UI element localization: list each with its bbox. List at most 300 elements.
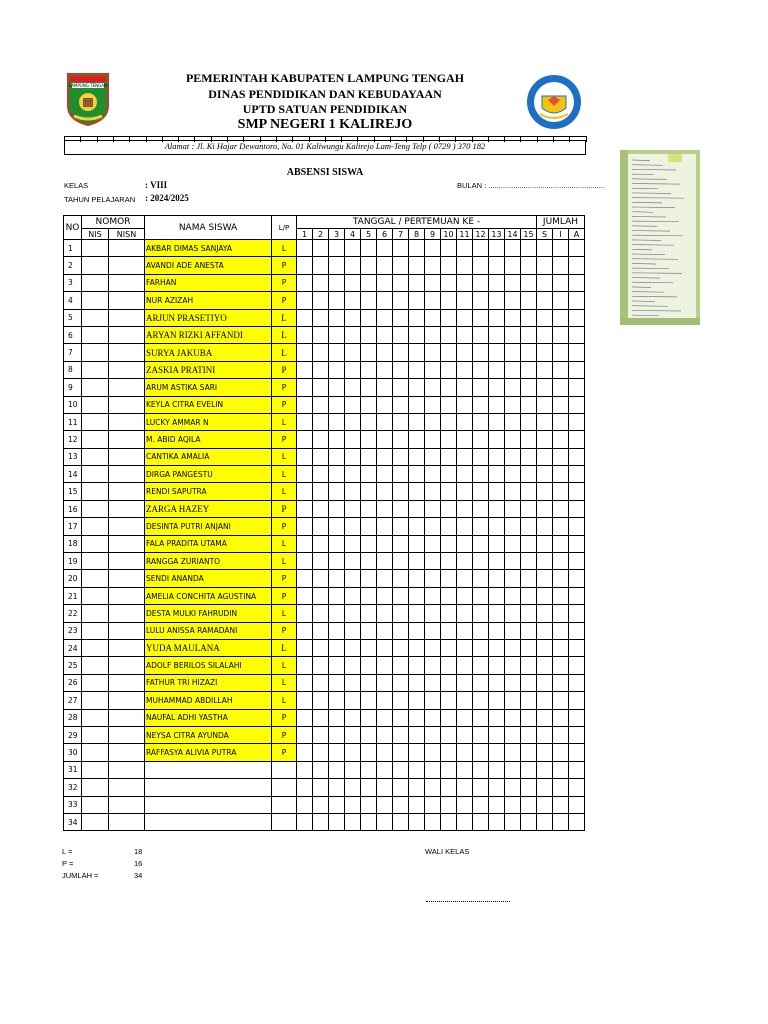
attendance-cell: [457, 448, 473, 465]
attendance-cell: [345, 466, 361, 483]
table-row: [64, 500, 585, 517]
attendance-cell: [553, 274, 569, 291]
attendance-cell: [329, 274, 345, 291]
attendance-cell: [377, 466, 393, 483]
student-name: ZASKIA PRATINI: [145, 361, 272, 378]
attendance-cell: [329, 361, 345, 378]
attendance-cell: [313, 448, 329, 465]
attendance-cell: [441, 605, 457, 622]
gender-cell: L: [272, 326, 297, 343]
nisn-cell: [109, 326, 145, 343]
attendance-cell: [521, 639, 537, 656]
gender-cell: L: [272, 657, 297, 674]
attendance-cell: [393, 587, 409, 604]
nis-cell: [82, 518, 109, 535]
attendance-cell: [409, 466, 425, 483]
attendance-cell: [409, 605, 425, 622]
attendance-cell: [505, 292, 521, 309]
attendance-cell: [361, 744, 377, 761]
attendance-cell: [393, 709, 409, 726]
attendance-cell: [521, 726, 537, 743]
student-name: FALA PRADITA UTAMA: [145, 535, 272, 552]
day-header: 13: [489, 229, 505, 240]
table-row: [64, 709, 585, 726]
attendance-cell: [521, 500, 537, 517]
attendance-cell: [441, 379, 457, 396]
attendance-cell: [489, 709, 505, 726]
attendance-cell: [489, 379, 505, 396]
attendance-cell: [473, 761, 489, 778]
nisn-cell: [109, 779, 145, 796]
attendance-cell: [457, 413, 473, 430]
row-number: 33: [64, 796, 82, 813]
attendance-cell: [473, 605, 489, 622]
attendance-cell: [441, 553, 457, 570]
attendance-cell: [473, 240, 489, 257]
attendance-cell: [569, 274, 585, 291]
attendance-cell: [393, 639, 409, 656]
attendance-cell: [393, 257, 409, 274]
attendance-cell: [505, 744, 521, 761]
jumlah-header: I: [553, 229, 569, 240]
kelas-value: : VIII: [145, 180, 168, 190]
attendance-cell: [425, 396, 441, 413]
attendance-cell: [441, 570, 457, 587]
attendance-cell: [473, 448, 489, 465]
student-name: RENDI SAPUTRA: [145, 483, 272, 500]
day-header: 10: [441, 229, 457, 240]
attendance-cell: [457, 483, 473, 500]
attendance-cell: [425, 413, 441, 430]
col-header-no: NO: [64, 216, 82, 240]
student-name: DESINTA PUTRI ANJANI: [145, 518, 272, 535]
attendance-cell: [409, 726, 425, 743]
nisn-cell: [109, 709, 145, 726]
attendance-cell: [313, 274, 329, 291]
attendance-cell: [553, 744, 569, 761]
attendance-cell: [457, 396, 473, 413]
gender-cell: P: [272, 709, 297, 726]
row-number: 18: [64, 535, 82, 552]
attendance-cell: [441, 779, 457, 796]
attendance-cell: [441, 431, 457, 448]
attendance-cell: [345, 674, 361, 691]
attendance-cell: [553, 657, 569, 674]
table-row: [64, 292, 585, 309]
attendance-cell: [409, 413, 425, 430]
attendance-cell: [473, 344, 489, 361]
attendance-cell: [505, 535, 521, 552]
attendance-cell: [521, 674, 537, 691]
attendance-cell: [329, 796, 345, 813]
attendance-cell: [425, 587, 441, 604]
attendance-cell: [521, 622, 537, 639]
attendance-cell: [345, 309, 361, 326]
attendance-cell: [329, 639, 345, 656]
student-name: LULU ANISSA RAMADANI: [145, 622, 272, 639]
attendance-cell: [297, 257, 313, 274]
attendance-cell: [313, 344, 329, 361]
attendance-cell: [297, 413, 313, 430]
day-header: 6: [377, 229, 393, 240]
attendance-cell: [377, 535, 393, 552]
attendance-cell: [537, 639, 553, 656]
student-name: AMELIA CONCHITA AGUSTINA: [145, 587, 272, 604]
attendance-cell: [329, 744, 345, 761]
attendance-cell: [457, 535, 473, 552]
attendance-cell: [505, 257, 521, 274]
nis-cell: [82, 413, 109, 430]
attendance-cell: [345, 622, 361, 639]
summary-jumlah-value: 34: [134, 871, 143, 880]
attendance-cell: [313, 240, 329, 257]
attendance-cell: [521, 379, 537, 396]
attendance-cell: [409, 692, 425, 709]
attendance-cell: [297, 518, 313, 535]
attendance-cell: [473, 518, 489, 535]
attendance-cell: [457, 361, 473, 378]
row-number: 25: [64, 657, 82, 674]
gender-cell: L: [272, 605, 297, 622]
attendance-cell: [409, 274, 425, 291]
table-row: [64, 813, 585, 830]
attendance-cell: [569, 761, 585, 778]
attendance-cell: [377, 361, 393, 378]
attendance-cell: [553, 535, 569, 552]
attendance-cell: [313, 396, 329, 413]
attendance-cell: [489, 292, 505, 309]
nisn-cell: [109, 448, 145, 465]
attendance-cell: [361, 692, 377, 709]
attendance-cell: [297, 274, 313, 291]
attendance-cell: [409, 553, 425, 570]
attendance-cell: [489, 257, 505, 274]
attendance-cell: [313, 553, 329, 570]
attendance-cell: [409, 796, 425, 813]
nisn-cell: [109, 553, 145, 570]
attendance-cell: [537, 779, 553, 796]
attendance-cell: [329, 674, 345, 691]
summary-p-value: 16: [134, 859, 143, 868]
attendance-cell: [537, 657, 553, 674]
day-header: 5: [361, 229, 377, 240]
table-row: [64, 518, 585, 535]
nis-cell: [82, 240, 109, 257]
gender-cell: P: [272, 257, 297, 274]
attendance-cell: [329, 779, 345, 796]
attendance-cell: [313, 570, 329, 587]
attendance-cell: [393, 344, 409, 361]
row-number: 13: [64, 448, 82, 465]
attendance-cell: [361, 779, 377, 796]
attendance-cell: [313, 726, 329, 743]
attendance-cell: [537, 240, 553, 257]
table-row: [64, 796, 585, 813]
attendance-cell: [521, 761, 537, 778]
attendance-cell: [521, 448, 537, 465]
gender-cell: P: [272, 587, 297, 604]
gender-cell: P: [272, 570, 297, 587]
attendance-cell: [393, 796, 409, 813]
attendance-cell: [457, 379, 473, 396]
attendance-cell: [345, 500, 361, 517]
day-header: 8: [409, 229, 425, 240]
nisn-cell: [109, 431, 145, 448]
attendance-cell: [393, 553, 409, 570]
attendance-cell: [553, 396, 569, 413]
attendance-cell: [377, 657, 393, 674]
row-number: 28: [64, 709, 82, 726]
nis-cell: [82, 274, 109, 291]
table-row: [64, 431, 585, 448]
attendance-cell: [537, 431, 553, 448]
attendance-cell: [521, 657, 537, 674]
attendance-cell: [393, 779, 409, 796]
table-row: [64, 361, 585, 378]
gender-cell: L: [272, 240, 297, 257]
table-row: [64, 274, 585, 291]
attendance-cell: [377, 709, 393, 726]
attendance-cell: [393, 274, 409, 291]
col-header-tanggal: TANGGAL / PERTEMUAN KE -: [297, 216, 537, 229]
gender-cell: L: [272, 344, 297, 361]
header-line-3: UPTD SATUAN PENDIDIKAN: [242, 102, 408, 116]
attendance-cell: [473, 500, 489, 517]
attendance-cell: [409, 431, 425, 448]
row-number: 15: [64, 483, 82, 500]
attendance-cell: [393, 292, 409, 309]
attendance-cell: [393, 692, 409, 709]
attendance-cell: [425, 500, 441, 517]
attendance-cell: [521, 396, 537, 413]
signature-line: [426, 901, 510, 902]
attendance-cell: [537, 500, 553, 517]
attendance-cell: [441, 587, 457, 604]
attendance-cell: [409, 570, 425, 587]
attendance-cell: [329, 448, 345, 465]
attendance-cell: [361, 344, 377, 361]
attendance-cell: [441, 413, 457, 430]
row-number: 1: [64, 240, 82, 257]
attendance-cell: [393, 396, 409, 413]
attendance-cell: [361, 413, 377, 430]
gender-cell: L: [272, 448, 297, 465]
attendance-cell: [329, 587, 345, 604]
attendance-cell: [457, 257, 473, 274]
attendance-cell: [473, 466, 489, 483]
summary-jumlah-label: JUMLAH =: [62, 871, 99, 880]
attendance-cell: [553, 761, 569, 778]
attendance-cell: [329, 413, 345, 430]
attendance-cell: [393, 605, 409, 622]
attendance-cell: [409, 379, 425, 396]
attendance-cell: [313, 744, 329, 761]
attendance-cell: [393, 570, 409, 587]
attendance-cell: [393, 657, 409, 674]
attendance-cell: [441, 326, 457, 343]
attendance-cell: [521, 466, 537, 483]
attendance-cell: [537, 379, 553, 396]
attendance-cell: [457, 518, 473, 535]
attendance-cell: [521, 553, 537, 570]
attendance-cell: [473, 553, 489, 570]
attendance-cell: [409, 622, 425, 639]
attendance-cell: [297, 431, 313, 448]
nis-cell: [82, 431, 109, 448]
attendance-cell: [457, 657, 473, 674]
attendance-cell: [521, 361, 537, 378]
attendance-cell: [489, 326, 505, 343]
attendance-cell: [377, 500, 393, 517]
attendance-cell: [473, 326, 489, 343]
attendance-cell: [489, 639, 505, 656]
attendance-cell: [313, 309, 329, 326]
wali-kelas-label: WALI KELAS: [425, 847, 470, 856]
attendance-cell: [425, 779, 441, 796]
attendance-cell: [521, 535, 537, 552]
attendance-cell: [409, 587, 425, 604]
attendance-cell: [489, 240, 505, 257]
table-row: [64, 605, 585, 622]
attendance-cell: [473, 431, 489, 448]
attendance-cell: [297, 309, 313, 326]
student-name: ZARGA HAZEY: [145, 500, 272, 517]
attendance-cell: [553, 448, 569, 465]
gender-cell: P: [272, 361, 297, 378]
nis-cell: [82, 813, 109, 830]
attendance-cell: [329, 257, 345, 274]
attendance-cell: [297, 813, 313, 830]
gender-cell: P: [272, 518, 297, 535]
attendance-cell: [329, 535, 345, 552]
attendance-cell: [361, 292, 377, 309]
attendance-cell: [441, 274, 457, 291]
page-title: ABSENSI SISWA: [286, 167, 364, 178]
row-number: 4: [64, 292, 82, 309]
student-name: AKBAR DIMAS SANJAYA: [145, 240, 272, 257]
student-name: RAFFASYA ALIVIA PUTRA: [145, 744, 272, 761]
attendance-cell: [393, 240, 409, 257]
attendance-cell: [425, 692, 441, 709]
attendance-cell: [505, 274, 521, 291]
attendance-cell: [569, 483, 585, 500]
attendance-cell: [569, 744, 585, 761]
nisn-cell: [109, 344, 145, 361]
attendance-cell: [297, 779, 313, 796]
attendance-cell: [393, 309, 409, 326]
row-number: 5: [64, 309, 82, 326]
attendance-cell: [425, 379, 441, 396]
attendance-cell: [553, 500, 569, 517]
attendance-cell: [521, 587, 537, 604]
attendance-cell: [441, 744, 457, 761]
attendance-cell: [297, 292, 313, 309]
attendance-cell: [345, 813, 361, 830]
attendance-cell: [313, 796, 329, 813]
attendance-cell: [313, 500, 329, 517]
attendance-cell: [409, 744, 425, 761]
attendance-cell: [313, 674, 329, 691]
student-name: DESTA MULKI FAHRUDIN: [145, 605, 272, 622]
attendance-cell: [425, 813, 441, 830]
row-number: 22: [64, 605, 82, 622]
nis-cell: [82, 761, 109, 778]
attendance-cell: [361, 448, 377, 465]
attendance-cell: [441, 240, 457, 257]
attendance-cell: [345, 361, 361, 378]
attendance-cell: [473, 309, 489, 326]
attendance-cell: [361, 553, 377, 570]
attendance-cell: [457, 779, 473, 796]
nis-cell: [82, 622, 109, 639]
attendance-cell: [569, 292, 585, 309]
row-number: 21: [64, 587, 82, 604]
attendance-cell: [313, 535, 329, 552]
attendance-cell: [505, 726, 521, 743]
attendance-cell: [521, 518, 537, 535]
attendance-cell: [569, 796, 585, 813]
attendance-cell: [377, 553, 393, 570]
row-number: 26: [64, 674, 82, 691]
attendance-cell: [393, 483, 409, 500]
attendance-cell: [361, 709, 377, 726]
attendance-cell: [553, 622, 569, 639]
attendance-cell: [377, 240, 393, 257]
attendance-cell: [521, 692, 537, 709]
table-row: [64, 466, 585, 483]
attendance-cell: [537, 309, 553, 326]
nis-cell: [82, 553, 109, 570]
school-name: SMP NEGERI 1 KALIREJO: [237, 117, 413, 132]
attendance-cell: [345, 726, 361, 743]
attendance-cell: [441, 309, 457, 326]
attendance-cell: [345, 292, 361, 309]
attendance-cell: [441, 796, 457, 813]
attendance-cell: [569, 413, 585, 430]
nisn-cell: [109, 622, 145, 639]
nis-cell: [82, 379, 109, 396]
attendance-cell: [457, 292, 473, 309]
attendance-cell: [409, 396, 425, 413]
nis-cell: [82, 344, 109, 361]
day-header: 2: [313, 229, 329, 240]
attendance-cell: [489, 796, 505, 813]
nisn-cell: [109, 813, 145, 830]
attendance-cell: [345, 344, 361, 361]
attendance-cell: [473, 796, 489, 813]
gender-cell: L: [272, 466, 297, 483]
row-number: 27: [64, 692, 82, 709]
attendance-cell: [553, 292, 569, 309]
attendance-cell: [457, 570, 473, 587]
attendance-cell: [441, 483, 457, 500]
attendance-cell: [489, 622, 505, 639]
row-number: 12: [64, 431, 82, 448]
attendance-cell: [473, 622, 489, 639]
table-row: [64, 379, 585, 396]
attendance-cell: [425, 605, 441, 622]
attendance-cell: [393, 361, 409, 378]
attendance-cell: [569, 500, 585, 517]
row-number: 19: [64, 553, 82, 570]
attendance-cell: [361, 466, 377, 483]
attendance-cell: [441, 535, 457, 552]
attendance-cell: [361, 813, 377, 830]
attendance-cell: [361, 309, 377, 326]
nis-cell: [82, 587, 109, 604]
attendance-cell: [521, 344, 537, 361]
attendance-cell: [505, 709, 521, 726]
